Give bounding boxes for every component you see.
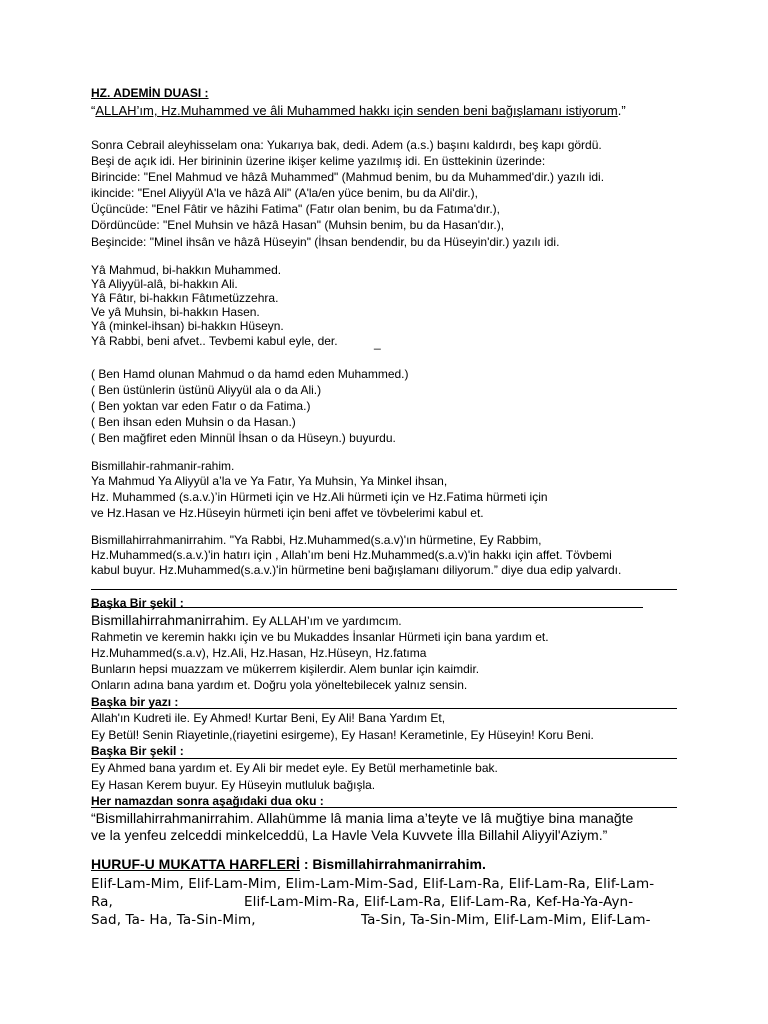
section-heading-colon: : <box>299 856 309 872</box>
paragraph-line: Dördüncüde: "Enel Muhsin ve hâzâ Hasan" (Muhsin benim, bu da Hasan'dır.), <box>91 218 505 232</box>
section-lead-rest: Ey ALLAH’ım ve yardımcım. <box>248 614 402 628</box>
invocation-line: Yâ Fâtır, bi-hakkın Fâtımetüzzehra. <box>91 291 279 305</box>
letters-line: Elif-Lam-Mim, Elif-Lam-Mim, Elim-Lam-Mim-Sad, Elif-Lam-Ra, Elif-Lam-Ra, Elif-Lam- <box>91 876 655 892</box>
section-heading: Başka Bir şekil : <box>91 744 184 758</box>
section-heading: Başka Bir şekil : <box>91 596 184 610</box>
invocation-line: Yâ Aliyyül-alâ, bi-hakkın Ali. <box>91 277 238 291</box>
section-line: Hz.Muhammed(s.a.v), Hz.Ali, Hz.Hasan, Hz.Hüseyn, Hz.fatıma <box>91 646 427 660</box>
section-lead-text: Bismillahirrahmanirrahim. <box>91 612 249 628</box>
paragraph-line: Üçüncüde: "Enel Fâtir ve hâzihi Fatima" (Fatır olan benim, bu da Fatıma'dır.), <box>91 202 500 216</box>
section-line: Onların adına bana yardım et. Doğru yola yöneltebilecek yalnız sensin. <box>91 678 468 692</box>
paragraph-line: Beşi de açık idi. Her birininin üzerine ikişer kelime yazılmış idi. En üsttekinin üzerinde: <box>91 154 546 168</box>
translation-line: ( Ben ihsan eden Muhsin o da Hasan.) <box>91 415 296 429</box>
section-line: Allah'ın Kudreti ile. Ey Ahmed! Kurtar Beni, Ey Ali! Bana Yardım Et, <box>91 711 446 725</box>
paragraph-line: ikincide: "Enel Aliyyül A'la ve hâzâ Ali" (A'la/en yüce benim, bu da Ali'dir.), <box>91 186 478 200</box>
prayer-line: Bismillahir-rahmanir-rahim. <box>91 459 235 473</box>
section-heading: Her namazdan sonra aşağıdaki dua oku : <box>91 794 324 808</box>
prayer-line: Ya Mahmud Ya Aliyyül a’la ve Ya Fatır, Ya Muhsin, Ya Minkel ihsan, <box>91 474 448 488</box>
invocation-line: Yâ (minkel-ihsan) bi-hakkın Hüseyn. <box>91 319 284 333</box>
section-line: Rahmetin ve keremin hakkı için ve bu Mukaddes İnsanlar Hürmeti için bana yardım et. <box>91 630 549 644</box>
quote-text: ALLAH’ım, Hz.Muhammed ve âli Muhammed hakkı için senden beni bağışlamanı istiyorum <box>95 103 618 118</box>
document-title: HZ. ADEMİN DUASI : <box>91 86 209 100</box>
section-line: Ey Hasan Kerem buyur. Ey Hüseyin mutluluk bağışla. <box>91 778 376 792</box>
paragraph-line: Sonra Cebrail aleyhisselam ona: Yukarıya bak, dedi. Adem (a.s.) başını kaldırdı, beş kapı gördü. <box>91 138 602 152</box>
section-heading-row <box>91 857 486 872</box>
prayer-line: Bismillahirrahmanirrahim. "Ya Rabbi, Hz.Muhammed(s.a.v)'ın hürmetine, Ey Rabbim, <box>91 533 542 547</box>
invocation-line: Yâ Rabbi, beni afvet.. Tevbemi kabul eyle, der. <box>91 334 338 348</box>
heading-underline <box>91 807 677 808</box>
prayer-line: ve Hz.Hasan ve Hz.Hüseyin hürmeti için beni affet ve tövbelerimi kabul et. <box>91 506 484 520</box>
section-line: “Bismillahirrahmanirrahim. Allahümme lâ mania lima a’teyte ve lâ muğtiye bina manağte <box>91 810 634 826</box>
prayer-line: Hz.Muhammed(s.a.v.)'in hatırı için , Allah’ım beni Hz.Muhammed(s.a.v)'in hakkı için affet. Tövbemi <box>91 548 612 562</box>
section-heading-rest: Bismillahirrahmanirrahim. <box>308 856 486 872</box>
section-heading: Başka bir yazı : <box>91 695 179 709</box>
invocation-line: Yâ Mahmud, bi-hakkın Muhammed. <box>91 263 282 277</box>
section-line: Ey Betül! Senin Riayetinle,(riayetini esirgeme), Ey Hasan! Kerametinle, Ey Hüseyin! Koru Beni. <box>91 728 594 742</box>
section-line: Bunların hepsi muazzam ve mükerrem kişilerdir. Alem bunlar için kaimdir. <box>91 662 480 676</box>
quote-open: “ <box>91 103 96 118</box>
paragraph-line: Beşincide: "Minel ihsân ve hâzâ Hüseyin" (İhsan bendendir, bu da Hüseyin'dir.) yazılı idi. <box>91 235 560 249</box>
paragraph-line: Birincide: "Enel Mahmud ve hâzâ Muhammed" (Mahmud benim, bu da Muhammed'dir.) yazılı idi. <box>91 170 605 184</box>
invocation-line: Ve yâ Muhsin, bi-hakkın Hasen. <box>91 305 260 319</box>
letters-line: Ra, <box>91 894 113 910</box>
letters-line: Elif-Lam-Mim-Ra, Elif-Lam-Ra, Elif-Lam-Ra, Kef-Ha-Ya-Ayn- <box>244 894 634 910</box>
letters-line: Ta-Sin, Ta-Sin-Mim, Elif-Lam-Mim, Elif-Lam- <box>361 912 651 928</box>
translation-line: ( Ben Hamd olunan Mahmud o da hamd eden Muhammed.) <box>91 367 409 381</box>
divider <box>91 589 677 590</box>
section-line: Ey Ahmed bana yardım et. Ey Ali bir medet eyle. Ey Betül merhametinle bak. <box>91 761 498 775</box>
section-line: ve la yenfeu zelceddi minkelceddü, La Havle Vela Kuvvete İlla Billahil Aliyyil'Aziym.” <box>91 827 608 843</box>
heading-underline <box>91 607 643 608</box>
section-heading: HURUF-U MUKATTA HARFLERİ <box>91 856 300 872</box>
quote-close: .” <box>617 103 626 118</box>
prayer-line: Hz. Muhammed (s.a.v.)’in Hürmeti için ve Hz.Ali hürmeti için ve Hz.Fatima hürmeti için <box>91 490 548 504</box>
stray-mark: _ <box>374 336 381 350</box>
heading-underline <box>91 708 677 709</box>
prayer-line: kabul buyur. Hz.Muhammed(s.a.v.)'in hürmetine beni bağışlamanı diliyorum.” diye dua edip yalvardı. <box>91 563 622 577</box>
letters-line: Sad, Ta- Ha, Ta-Sin-Mim, <box>91 912 256 928</box>
section-lead <box>91 613 402 629</box>
translation-line: ( Ben yoktan var eden Fatır o da Fatima.) <box>91 399 311 413</box>
heading-underline <box>91 758 677 759</box>
opening-quote <box>91 103 626 118</box>
translation-line: ( Ben üstünlerin üstünü Aliyyül ala o da Ali.) <box>91 383 322 397</box>
translation-line: ( Ben mağfiret eden Minnül İhsan o da Hüseyn.) buyurdu. <box>91 431 396 445</box>
